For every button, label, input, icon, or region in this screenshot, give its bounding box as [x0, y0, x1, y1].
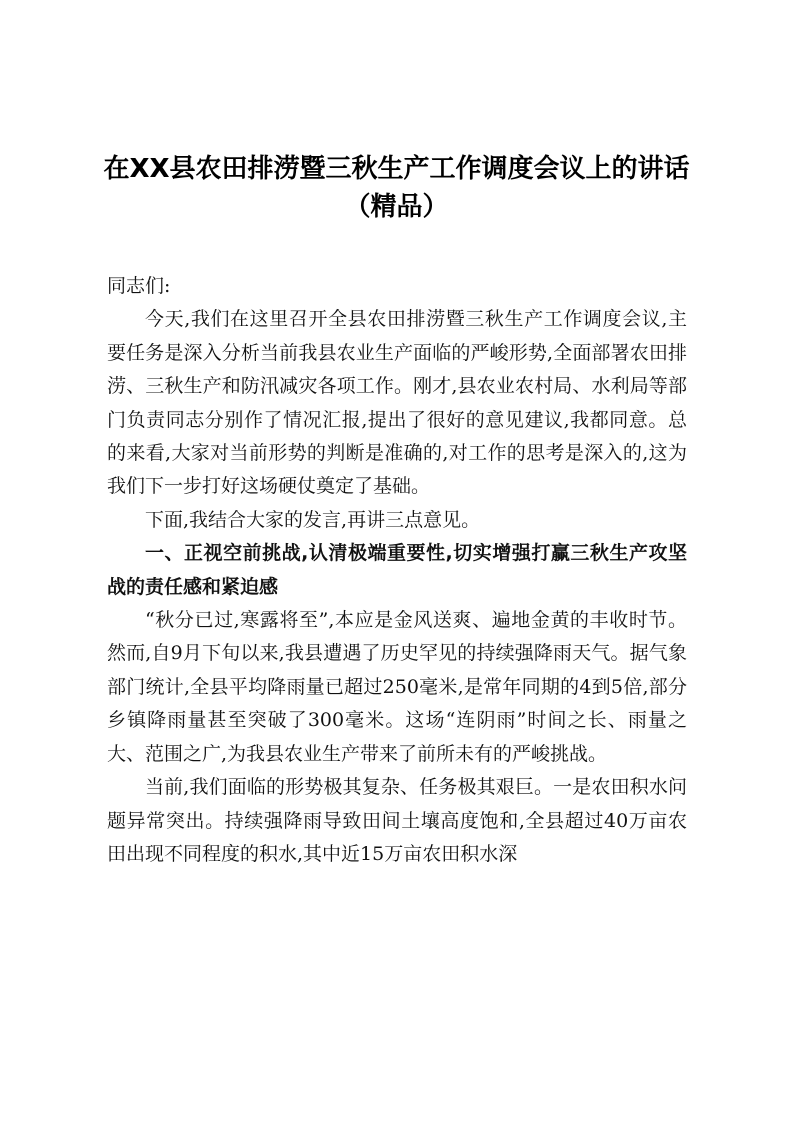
document-title: 在XX县农田排涝暨三秋生产工作调度会议上的讲话（精品）: [103, 154, 690, 222]
paragraph-challenges: 当前,我们面临的形势极其复杂、任务极其艰巨。一是农田积水问题异常突出。持续强降雨导致田间土壤高度饱和,全县超过40万亩农田出现不同程度的积水,其中近15万亩农田积水深: [107, 776, 687, 865]
paragraph-opening: 今天,我们在这里召开全县农田排涝暨三秋生产工作调度会议,主要任务是深入分析当前我县农业生产面临的严峻形势,全面部署农田排涝、三秋生产和防汛减灾各项工作。刚才,县农业农村局、水利局等部门负责同志分别作了情况汇报,提出了很好的意见建议,我都同意。总的来看,大家对当前形势的判断是准确的,对工作的思考是深入的,这为我们下一步打好这场硬仗奠定了基础。: [107, 308, 687, 498]
paragraph-transition: 下面,我结合大家的发言,再讲三点意见。: [145, 508, 481, 531]
document-body: [107, 270, 687, 871]
salutation: 同志们:: [107, 275, 171, 297]
section-heading-1: 一、正视空前挑战,认清极端重要性,切实增强打赢三秋生产攻坚战的责任感和紧迫感: [107, 542, 687, 598]
paragraph-situation: “秋分已过,寒露将至”,本应是金风送爽、遍地金黄的丰收时节。然而,自9月下旬以来,我县遭遇了历史罕见的持续强降雨天气。据气象部门统计,全县平均降雨量已超过250毫米,是常年同期的4到5倍,部分乡镇降雨量甚至突破了300毫米。这场“连阴雨”时间之长、雨量之大、范围之广,为我县农业生产带来了前所未有的严峻挑战。: [107, 609, 687, 765]
